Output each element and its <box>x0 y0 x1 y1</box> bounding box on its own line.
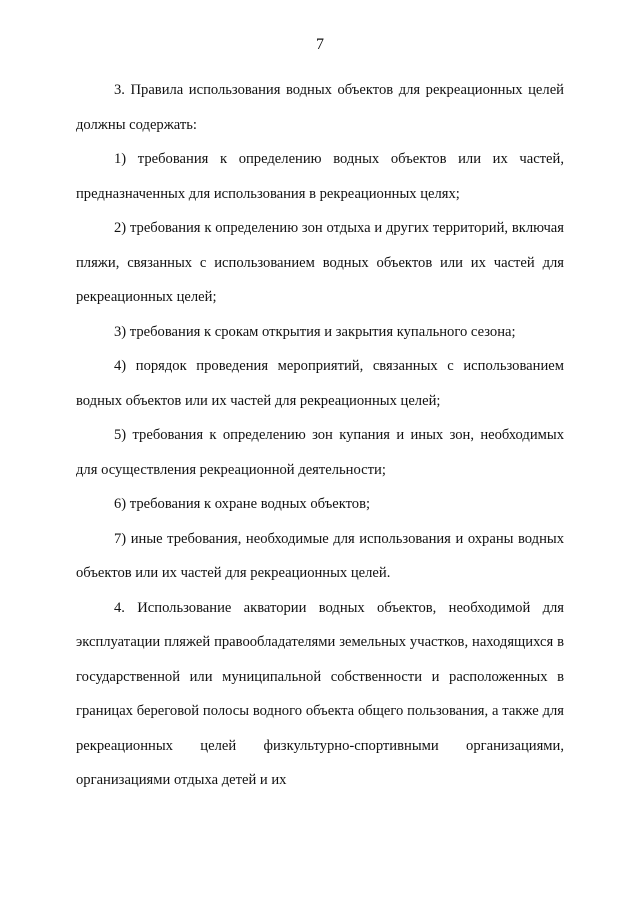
paragraph-item-6: 6) требования к охране водных объектов; <box>114 496 371 512</box>
page-number: 7 <box>316 36 324 53</box>
paragraph-item-7: 7) иные требования, необходимые для использования и охраны водных объектов или их частей для рекреационных целей. <box>76 530 564 581</box>
paragraph-item-1: 1) требования к определению водных объектов или их частей, предназначенных для использования в рекреационных целях; <box>76 151 564 202</box>
paragraph-item-2: 2) требования к определению зон отдыха и других территорий, включая пляжи, связанных с использованием водных объектов или их частей для рекреационных целей; <box>76 220 564 305</box>
paragraph-item-5: 5) требования к определению зон купания и иных зон, необходимых для осуществления рекреационной деятельности; <box>76 427 564 478</box>
paragraph-item-4: 4) порядок проведения мероприятий, связанных с использованием водных объектов или их частей для рекреационных целей; <box>76 358 564 409</box>
paragraph-section-3: 3. Правила использования водных объектов для рекреационных целей должны содержать: <box>76 82 564 133</box>
document-body <box>76 73 564 798</box>
paragraph-item-3: 3) требования к срокам открытия и закрытия купального сезона; <box>114 323 516 340</box>
paragraph-section-4: 4. Использование акватории водных объектов, необходимой для эксплуатации пляжей правообладателями земельных участков, находящихся в государственной или муниципальной собственности и расположенных в границах береговой полосы водного объекта общего пользования, а также для рекреационных целей физкультурно-спортивными организациями, организациями отдыха детей и их <box>76 599 564 788</box>
